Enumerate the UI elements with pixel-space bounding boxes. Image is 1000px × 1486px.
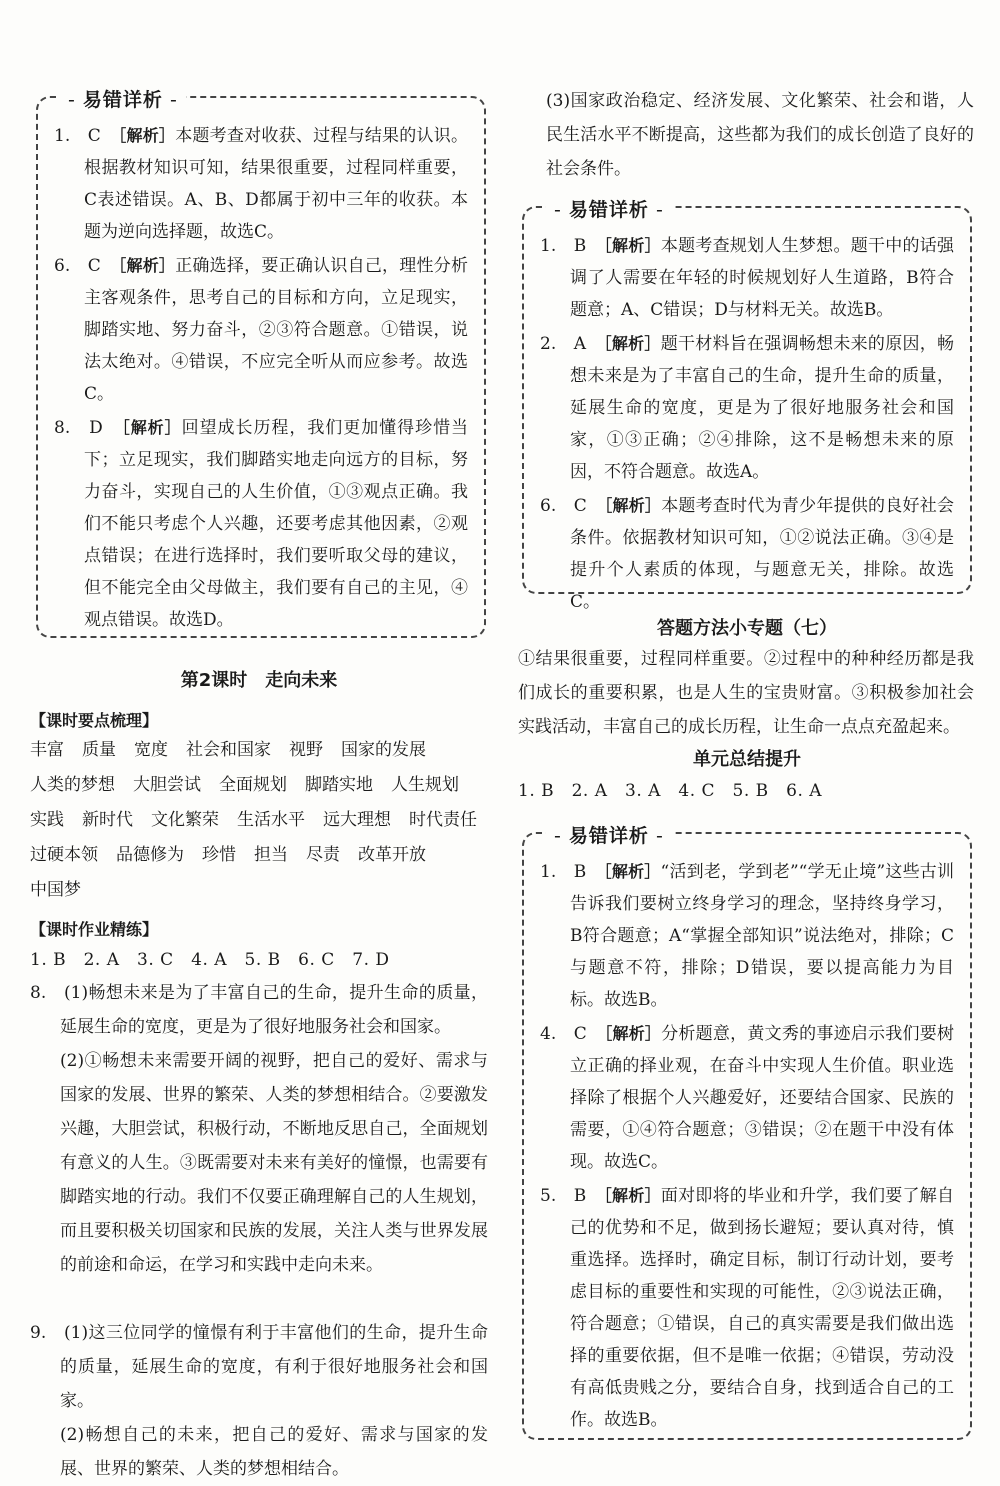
question-9: 9. (1)这三位同学的憧憬有利于丰富他们的生命，提升生命的质量，延展生命的宽度，有利于很好地服务社会和国家。 (2)畅想自己的未来，把自己的爱好、需求与国家的发展、世界的繁荣、人类的梦想相结合。 [30, 1323, 488, 1479]
box-title: - 易错详析 - [546, 821, 672, 848]
keyword-row: 实践 新时代 文化繁荣 生活水平 远大理想 时代责任 [30, 810, 477, 830]
keyword-row: 丰富 质量 宽度 社会和国家 视野 国家的发展 [30, 740, 426, 760]
keyword-row: 中国梦 [30, 880, 81, 900]
question-8: 8. (1)畅想未来是为了丰富自己的生命，提升生命的质量，延展生命的宽度，更是为了很好地服务社会和国家。 (2)①畅想未来需要开阔的视野，把自己的爱好、需求与国家的发展、世界的繁荣、人类的梦想相结合。②要激发兴趣，大胆尝试，积极行动，不断地反思自己，全面规划有意义的人生。③既需要对未来有美好的憧憬，也需要有脚踏实地的行动。我们不仅要正确理解自己的人生规划，而且要积极关切国家和民族的发展，关注人类与世界发展的前途和命运，在学习和实践中走向未来。 [30, 983, 488, 1275]
keyword-list [30, 733, 492, 908]
analysis-entry: 6. C ［解析］正确选择，要正确认识自己，理性分析主客观条件，思考自己的目标和方向，立足现实，脚踏实地、努力奋斗，②③符合题意。①错误，说法太绝对。④错误，不应完全听从而应参考。故选C。 [54, 256, 469, 404]
error-analysis-box-2 [522, 199, 972, 612]
analysis-entry: 1. C ［解析］本题考查对收获、过程与结果的认识。根据教材知识可知，结果很重要，过程同样重要，C表述错误。A、B、D都属于初中三年的收获。本题为逆向选择题，故选C。 [54, 126, 469, 242]
section-label-exercises: 【课时作业精练】 [30, 920, 159, 939]
section-label-key-points: 【课时要点梳理】 [30, 711, 159, 730]
analysis-entry: 1. B ［解析］本题考查规划人生梦想。题干中的话强调了人需要在年轻的时候规划好人生道路，B符合题意；A、C错误；D与材料无关。故选B。 [540, 236, 955, 320]
keyword-row: 过硬本领 品德修为 珍惜 担当 尽责 改革开放 [30, 845, 426, 865]
topic-paragraph: ①结果很重要，过程同样重要。②过程中的种种经历都是我们成长的重要积累，也是人生的宝贵财富。③积极参加社会实践活动，丰富自己的成长历程，让生命一点点充盈起来。 [518, 649, 974, 737]
analysis-entry: 2. A ［解析］题干材料旨在强调畅想未来的原因，畅想未来是为了丰富自己的生命，提升生命的质量，延展生命的宽度，更是为了很好地服务社会和国家，①③正确；②④排除，这不是畅想未来的原因，不符合题意。故选A。 [540, 334, 955, 482]
analysis-entry: 5. B ［解析］面对即将的毕业和升学，我们要了解自己的优势和不足，做到扬长避短；要认真对待，慎重选择。选择时，确定目标，制订行动计划，要考虑目标的重要性和实现的可能性，②③说法正确，符合题意；①错误，自己的真实需要是我们做出选择的重要依据，但不是唯一依据；④错误，劳动没有高低贵贱之分，要结合自身，找到适合自己的工作。故选B。 [540, 1186, 955, 1430]
intro-paragraph: (3)国家政治稳定、经济发展、文化繁荣、社会和谐，人民生活水平不断提高，这些都为我们的成长创造了良好的社会条件。 [546, 91, 974, 179]
error-analysis-box-3 [522, 825, 972, 1440]
analysis-entry: 4. C ［解析］分析题意，黄文秀的事迹启示我们要树立正确的择业观，在奋斗中实现人生价值。职业选择除了根据个人兴趣爱好，还要结合国家、民族的需要，①④符合题意；③错误；②在题干中没有体现。故选C。 [540, 1024, 955, 1172]
error-analysis-box-1 [36, 89, 486, 638]
topic-heading: 答题方法小专题（七） [657, 618, 837, 639]
analysis-entry: 6. C ［解析］本题考查时代为青少年提供的良好社会条件。依据教材知识可知，①②说法正确。③④是提升个人素质的体现，与题意无关，排除。故选C。 [540, 496, 955, 612]
analysis-entry: 8. D ［解析］回望成长历程，我们更加懂得珍惜当下；立足现实，我们脚踏实地走向远方的目标，努力奋斗，实现自己的人生价值，①③观点正确。我们不能只考虑个人兴趣，还要考虑其他因素，②观点错误；在进行选择时，我们要听取父母的建议，但不能完全由父母做主，我们要有自己的主见，④观点错误。故选D。 [54, 418, 469, 630]
lesson-heading: 第2课时 走向未来 [180, 670, 338, 691]
unit-heading: 单元总结提升 [693, 749, 801, 770]
analysis-entry: 1. B ［解析］“活到老，学到老”“学无止境”这些古训告诉我们要树立终身学习的理念，坚持终身学习，B符合题意；A“掌握全部知识”说法绝对，排除；C与题意不符，排除；D错误，要以提高能力为目标。故选B。 [540, 862, 955, 1010]
unit-answer-line: 1. B 2. A 3. A 4. C 5. B 6. A [518, 781, 823, 801]
keyword-row: 人类的梦想 大胆尝试 全面规划 脚踏实地 人生规划 [30, 775, 459, 795]
answer-line: 1. B 2. A 3. C 4. A 5. B 6. C 7. D [30, 950, 390, 970]
box-title: - 易错详析 - [546, 195, 672, 222]
box-title: - 易错详析 - [60, 85, 186, 112]
